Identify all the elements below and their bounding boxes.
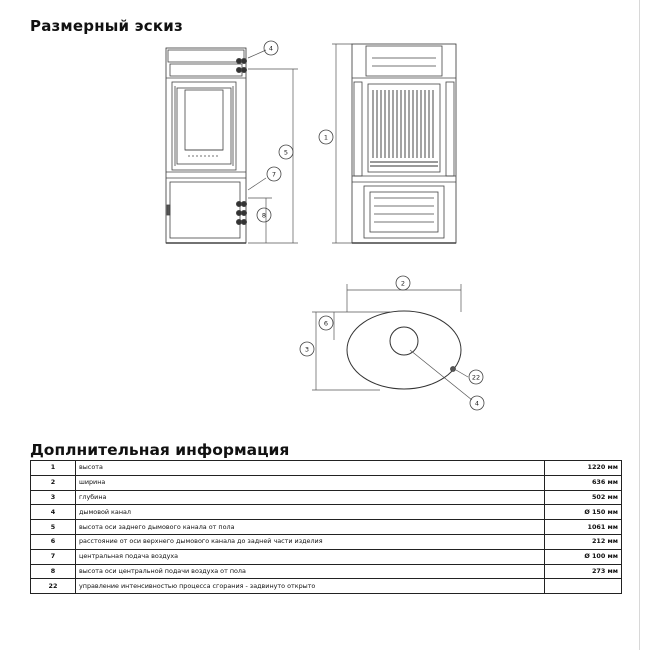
table-row [31, 564, 622, 579]
table-row [31, 505, 622, 520]
stove-side-view [332, 44, 456, 243]
row-value: 1220 мм [545, 461, 622, 476]
callout-label: 22 [471, 373, 481, 382]
row-description: глубина [76, 490, 545, 505]
row-number: 8 [31, 564, 76, 579]
row-number: 1 [31, 461, 76, 476]
row-number: 6 [31, 534, 76, 549]
callout-label: 4 [268, 44, 274, 53]
stove-front-view [166, 48, 247, 243]
table-row [31, 520, 622, 535]
stove-top-view [312, 284, 472, 400]
callout-label: 2 [400, 279, 406, 288]
row-description: управление интенсивностью процесса сгорания - задвинуто открыто [76, 579, 545, 594]
row-value [545, 579, 622, 594]
row-number: 7 [31, 549, 76, 564]
row-number: 22 [31, 579, 76, 594]
callout-label: 5 [283, 148, 289, 157]
table-row [31, 461, 622, 476]
row-value: 1061 мм [545, 520, 622, 535]
row-description: дымовой канал [76, 505, 545, 520]
row-value: 273 мм [545, 564, 622, 579]
table-row [31, 475, 622, 490]
row-value: Ø 150 мм [545, 505, 622, 520]
callout-label: 7 [271, 170, 277, 179]
info-title: Доплнительная информация [30, 441, 290, 459]
callout-label: 6 [323, 319, 329, 328]
row-value: Ø 100 мм [545, 549, 622, 564]
row-value: 502 мм [545, 490, 622, 505]
row-description: ширина [76, 475, 545, 490]
table-row [31, 490, 622, 505]
row-value: 636 мм [545, 475, 622, 490]
row-description: высота [76, 461, 545, 476]
callout-label: 4 [474, 399, 480, 408]
callout-label: 1 [323, 133, 329, 142]
row-number: 3 [31, 490, 76, 505]
callout-label: 3 [304, 345, 310, 354]
row-description: высота оси заднего дымового канала от пола [76, 520, 545, 535]
callout-label: 8 [261, 211, 267, 220]
row-number: 5 [31, 520, 76, 535]
side-grille [370, 90, 438, 166]
table-row [31, 534, 622, 549]
row-value: 212 мм [545, 534, 622, 549]
info-table [30, 460, 622, 594]
row-number: 4 [31, 505, 76, 520]
table-row [31, 579, 622, 594]
row-description: расстояние от оси верхнего дымового канала до задней части изделия [76, 534, 545, 549]
row-number: 2 [31, 475, 76, 490]
callout-circles-front [257, 41, 293, 222]
row-description: высота оси центральной подачи воздуха от пола [76, 564, 545, 579]
sketch-title: Размерный эскиз [30, 17, 183, 35]
row-description: центральная подача воздуха [76, 549, 545, 564]
table-row [31, 549, 622, 564]
